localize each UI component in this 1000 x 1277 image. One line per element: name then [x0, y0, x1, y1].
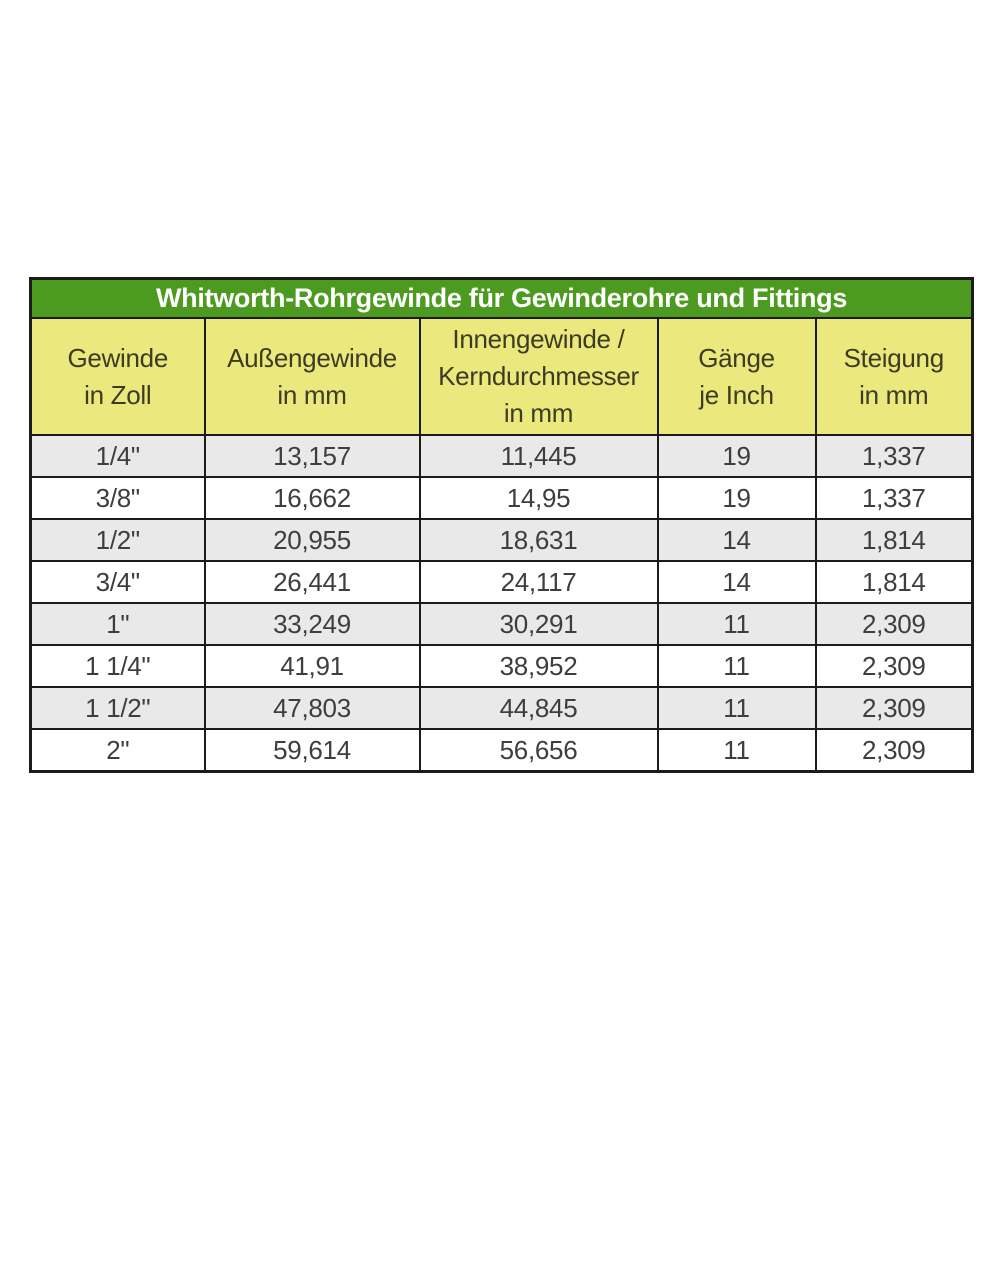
- cell-innengewinde-mm: 14,95: [420, 477, 658, 519]
- cell-steigung-mm: 2,309: [816, 729, 973, 772]
- cell-gaenge-je-inch: 19: [658, 435, 816, 477]
- cell-gaenge-je-inch: 14: [658, 519, 816, 561]
- table-row: [31, 645, 973, 687]
- table-row: [31, 519, 973, 561]
- cell-innengewinde-mm: 18,631: [420, 519, 658, 561]
- header-line: in mm: [503, 398, 574, 428]
- cell-aussengewinde-mm: 59,614: [205, 729, 420, 772]
- cell-steigung-mm: 2,309: [816, 603, 973, 645]
- header-line: je Inch: [699, 379, 774, 410]
- header-line: Kerndurchmesser: [438, 361, 639, 391]
- cell-gaenge-je-inch: 19: [658, 477, 816, 519]
- cell-gewinde-zoll: 1": [31, 603, 205, 645]
- cell-gaenge-je-inch: 11: [658, 687, 816, 729]
- cell-gewinde-zoll: 1/2": [31, 519, 205, 561]
- cell-aussengewinde-mm: 16,662: [205, 477, 420, 519]
- column-header-innengewinde-kerndurchmesser: [420, 318, 658, 435]
- table-row: [31, 477, 973, 519]
- header-line: in Zoll: [84, 379, 152, 410]
- cell-gaenge-je-inch: 11: [658, 645, 816, 687]
- header-line: in mm: [859, 379, 929, 410]
- header-line: Gänge: [698, 342, 775, 373]
- cell-innengewinde-mm: 56,656: [420, 729, 658, 772]
- table-row: [31, 435, 973, 477]
- cell-steigung-mm: 1,814: [816, 561, 973, 603]
- header-line: in mm: [277, 379, 347, 410]
- table-title: Whitworth-Rohrgewinde für Gewinderohre und Fittings: [31, 279, 973, 319]
- cell-innengewinde-mm: 44,845: [420, 687, 658, 729]
- cell-gewinde-zoll: 1 1/4": [31, 645, 205, 687]
- table-row: [31, 687, 973, 729]
- cell-gewinde-zoll: 1 1/2": [31, 687, 205, 729]
- cell-gewinde-zoll: 2": [31, 729, 205, 772]
- header-row: [31, 318, 973, 435]
- cell-steigung-mm: 2,309: [816, 645, 973, 687]
- cell-steigung-mm: 1,337: [816, 435, 973, 477]
- cell-aussengewinde-mm: 13,157: [205, 435, 420, 477]
- cell-aussengewinde-mm: 47,803: [205, 687, 420, 729]
- cell-innengewinde-mm: 24,117: [420, 561, 658, 603]
- table-row: [31, 729, 973, 772]
- data-table: [29, 277, 974, 773]
- column-header-gewinde-in-zoll: [31, 318, 205, 435]
- cell-gaenge-je-inch: 11: [658, 729, 816, 772]
- title-row: [31, 279, 973, 319]
- header-line: Gewinde: [67, 342, 169, 373]
- cell-steigung-mm: 1,814: [816, 519, 973, 561]
- column-header-gaenge-je-inch: [658, 318, 816, 435]
- whitworth-thread-table: [29, 277, 971, 773]
- column-header-steigung: [816, 318, 973, 435]
- cell-aussengewinde-mm: 20,955: [205, 519, 420, 561]
- cell-aussengewinde-mm: 41,91: [205, 645, 420, 687]
- cell-gaenge-je-inch: 14: [658, 561, 816, 603]
- header-line: Steigung: [843, 342, 944, 373]
- cell-steigung-mm: 2,309: [816, 687, 973, 729]
- cell-innengewinde-mm: 11,445: [420, 435, 658, 477]
- cell-steigung-mm: 1,337: [816, 477, 973, 519]
- table-row: [31, 603, 973, 645]
- cell-aussengewinde-mm: 26,441: [205, 561, 420, 603]
- cell-gewinde-zoll: 3/4": [31, 561, 205, 603]
- header-line: Außengewinde: [227, 342, 397, 373]
- header-line: Innengewinde /: [452, 324, 625, 354]
- table-row: [31, 561, 973, 603]
- cell-gewinde-zoll: 1/4": [31, 435, 205, 477]
- cell-gaenge-je-inch: 11: [658, 603, 816, 645]
- cell-innengewinde-mm: 38,952: [420, 645, 658, 687]
- cell-aussengewinde-mm: 33,249: [205, 603, 420, 645]
- cell-innengewinde-mm: 30,291: [420, 603, 658, 645]
- column-header-aussengewinde: [205, 318, 420, 435]
- cell-gewinde-zoll: 3/8": [31, 477, 205, 519]
